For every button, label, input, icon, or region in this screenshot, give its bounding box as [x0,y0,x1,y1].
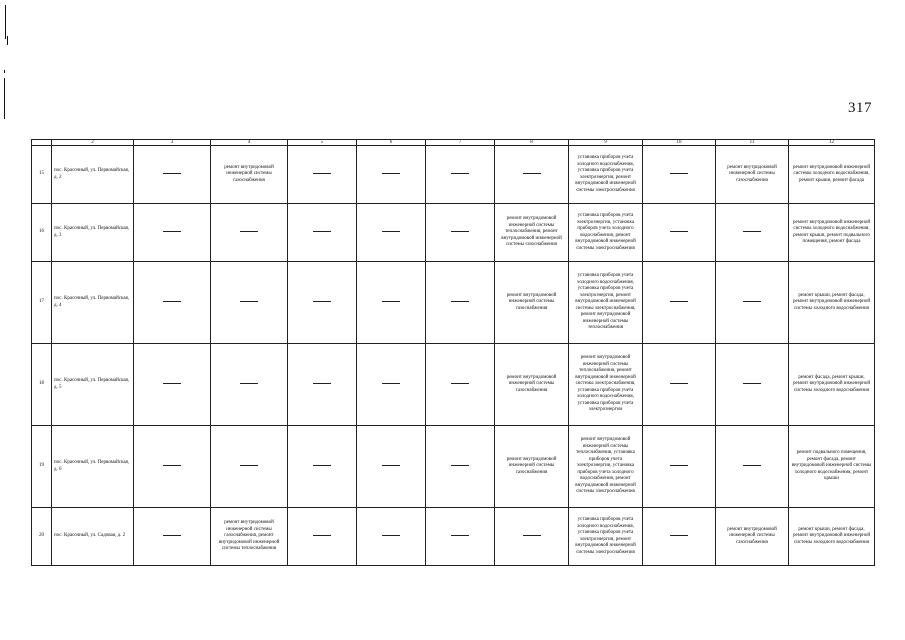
empty-cell [643,146,716,204]
empty-cell [288,508,357,566]
empty-cell [288,344,357,426]
empty-cell [426,262,495,344]
empty-cell [643,262,716,344]
dash-mark [743,231,761,232]
empty-cell [495,146,569,204]
empty-cell [716,426,789,508]
work-cell: ремонт крыши, ремонт фасада, ремонт внутридомовой инженерной системы холодного водоснабжения [789,262,875,344]
empty-cell [643,508,716,566]
work-cell: ремонт внутридомовой инженерной системы газоснабжения [495,262,569,344]
dash-mark [382,231,400,232]
empty-cell [211,262,288,344]
row-number: 18 [32,344,52,426]
column-header: 10 [643,140,716,146]
empty-cell [643,426,716,508]
dash-mark [313,465,331,466]
empty-cell [211,344,288,426]
work-cell: ремонт внутридомовой инженерной системы газоснабжения, ремонт внутридомовой инженерной системы теплоснабжения [211,508,288,566]
dash-mark [382,301,400,302]
row-number: 17 [32,262,52,344]
empty-cell [357,146,426,204]
work-cell: ремонт внутридомовой инженерной системы холодного водоснабжения, ремонт крыши, ремонт фасада [789,146,875,204]
dash-mark [670,535,688,536]
dash-mark [451,535,469,536]
dash-mark [523,535,541,536]
empty-cell [211,426,288,508]
dash-mark [313,383,331,384]
empty-cell [426,204,495,262]
table-row [32,146,875,204]
column-header: 6 [357,140,426,146]
work-cell: ремонт внутридомовой инженерной системы теплоснабжения, ремонт внутридомовой инженерной системы электроснабжения, установка приборов учета холодного водоснабжения, установка приборов учета электроэнергии [569,344,643,426]
work-cell: ремонт внутридомовой инженерной системы газоснабжения [495,344,569,426]
table-row [32,204,875,262]
work-cell: установка приборов учета холодного водоснабжения, установка приборов учета электроэнергии, ремонт внутридомовой инженерной системы электроснабжения, ремонт внутридомовой инженерной системы теплоснабжения [569,262,643,344]
scan-mark [4,78,5,119]
empty-cell [134,146,211,204]
empty-cell [716,204,789,262]
work-cell: ремонт внутридомовой инженерной системы холодного водоснабжения, ремонт крыши, ремонт подвального помещения, ремонт фасада [789,204,875,262]
work-cell: ремонт внутридомовой инженерной системы теплоснабжения, ремонт внутридомовой инженерной системы газоснабжения [495,204,569,262]
empty-cell [288,146,357,204]
repair-schedule-table [31,139,875,566]
dash-mark [313,535,331,536]
empty-cell [357,344,426,426]
dash-mark [451,301,469,302]
dash-mark [743,383,761,384]
row-number: 15 [32,146,52,204]
work-cell: ремонт внутридомовой инженерной системы газоснабжения [495,426,569,508]
empty-cell [357,204,426,262]
row-number: 20 [32,508,52,566]
dash-mark [670,231,688,232]
empty-cell [134,262,211,344]
table-row [32,262,875,344]
empty-cell [357,426,426,508]
empty-cell [426,426,495,508]
empty-cell [134,426,211,508]
dash-mark [382,465,400,466]
dash-mark [670,465,688,466]
work-cell: установка приборов учета электроэнергии, установка приборов учета холодного водоснабжения, ремонт внутридомовой инженерной системы электроснабжения [569,204,643,262]
row-number: 19 [32,426,52,508]
empty-cell [288,204,357,262]
scan-mark [5,5,6,39]
work-cell: ремонт внутридомовой инженерной системы газоснабжения [716,508,789,566]
work-cell: ремонт крыши, ремонт фасада, ремонт внутридомовой инженерной системы холодного водоснабжения [789,508,875,566]
empty-cell [716,344,789,426]
row-number: 16 [32,204,52,262]
address-cell: пос. Красочный, ул. Первомайская, д. 2 [52,146,134,204]
column-header: 3 [134,140,211,146]
table-row [32,508,875,566]
address-cell: пос. Красочный, ул. Садовая, д. 2 [52,508,134,566]
column-header: 5 [288,140,357,146]
empty-cell [211,204,288,262]
column-header: 4 [211,140,288,146]
empty-cell [288,426,357,508]
empty-cell [716,262,789,344]
work-cell: ремонт внутридомовой инженерной системы газоснабжения [211,146,288,204]
empty-cell [357,508,426,566]
dash-mark [313,301,331,302]
empty-cell [495,508,569,566]
empty-cell [643,204,716,262]
work-cell: ремонт подвального помещения, ремонт фасада, ремонт внутридомовой инженерной системы холодного водоснабжения, ремонт крыши [789,426,875,508]
dash-mark [451,231,469,232]
dash-mark [670,383,688,384]
dash-mark [743,301,761,302]
dash-mark [523,173,541,174]
dash-mark [240,383,258,384]
dash-mark [313,231,331,232]
work-cell: ремонт внутридомовой инженерной системы теплоснабжения, установка приборов учета электроэнергии, установка приборов учета холодного водоснабжения, ремонт внутридомовой инженерной системы электроснабжения [569,426,643,508]
empty-cell [643,344,716,426]
scan-mark [7,36,8,45]
dash-mark [240,231,258,232]
dash-mark [163,465,181,466]
dash-mark [313,173,331,174]
address-cell: пос. Красочный, ул. Первомайская, д. 4 [52,262,134,344]
column-header: 11 [716,140,789,146]
table-row [32,426,875,508]
table-row [32,344,875,426]
empty-cell [288,262,357,344]
dash-mark [451,173,469,174]
column-header: 2 [52,140,134,146]
dash-mark [163,173,181,174]
dash-mark [451,465,469,466]
address-cell: пос. Красочный, ул. Первомайская, д. 3 [52,204,134,262]
empty-cell [426,146,495,204]
empty-cell [426,508,495,566]
work-cell: ремонт внутридомовой инженерной системы газоснабжения [716,146,789,204]
work-cell: ремонт фасада, ремонт крыши, ремонт внутридомовой инженерной системы холодного водоснабжения [789,344,875,426]
dash-mark [743,465,761,466]
dash-mark [163,535,181,536]
dash-mark [382,383,400,384]
empty-cell [134,508,211,566]
column-header: 12 [789,140,875,146]
address-cell: пос. Красочный, ул. Первомайская, д. 6 [52,426,134,508]
empty-cell [134,344,211,426]
empty-cell [357,262,426,344]
dash-mark [240,301,258,302]
empty-cell [134,204,211,262]
dash-mark [451,383,469,384]
dash-mark [670,301,688,302]
dash-mark [163,301,181,302]
page-number: 317 [848,100,872,116]
work-cell: установка приборов учета холодного водоснабжения, установка приборов учета электроэнергии, ремонт внутридомовой инженерной системы электроснабжения [569,508,643,566]
work-cell: установка приборов учета холодного водоснабжения, установка приборов учета электроэнергии, ремонт внутридомовой инженерной системы электроснабжения [569,146,643,204]
address-cell: пос. Красочный, ул. Первомайская, д. 5 [52,344,134,426]
dash-mark [670,173,688,174]
dash-mark [382,535,400,536]
dash-mark [163,383,181,384]
column-header: 9 [569,140,643,146]
dash-mark [240,465,258,466]
column-header: 8 [495,140,569,146]
scan-mark [4,70,5,73]
empty-cell [426,344,495,426]
dash-mark [382,173,400,174]
dash-mark [163,231,181,232]
column-header: 7 [426,140,495,146]
